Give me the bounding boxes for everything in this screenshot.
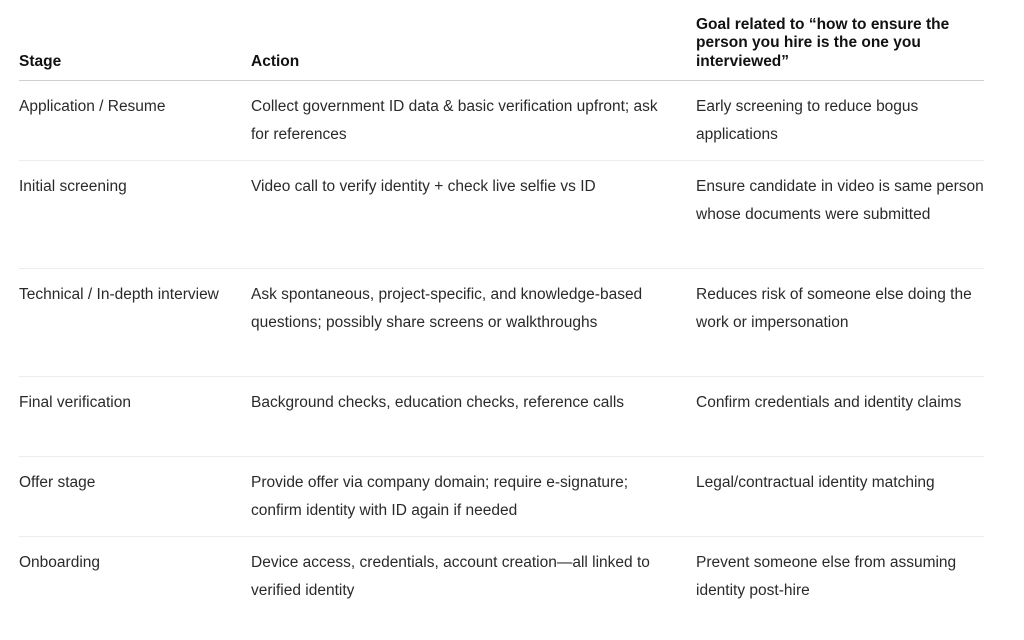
- goal-cell: Confirm credentials and identity claims: [696, 394, 962, 411]
- stage-cell: Application / Resume: [19, 98, 166, 115]
- goal-cell: Reduces risk of someone else doing the work or impersonation: [696, 286, 972, 331]
- table-row: [19, 377, 984, 457]
- table-row: [19, 161, 984, 269]
- table-row: [19, 81, 984, 161]
- goal-cell: Legal/contractual identity matching: [696, 474, 935, 491]
- table-header: [19, 0, 984, 81]
- action-cell: Ask spontaneous, project-specific, and knowledge-based questions; possibly share screens or walkthroughs: [251, 286, 643, 331]
- table-row: [19, 457, 984, 537]
- goal-cell: Ensure candidate in video is same person whose documents were submitted: [696, 178, 984, 223]
- stage-cell: Initial screening: [19, 178, 127, 195]
- action-cell: Video call to verify identity + check live selfie vs ID: [251, 178, 596, 195]
- table-row: [19, 269, 984, 377]
- action-cell: Collect government ID data & basic verification upfront; ask for references: [251, 98, 658, 143]
- action-cell: Provide offer via company domain; require e-signature; confirm identity with ID again if needed: [251, 474, 629, 519]
- stage-cell: Technical / In-depth interview: [19, 286, 219, 303]
- goal-cell: Early screening to reduce bogus applications: [696, 98, 919, 143]
- identity-verification-table: [19, 0, 984, 617]
- header-goal: Goal related to “how to ensure the person you hire is the one you interviewed”: [696, 15, 950, 70]
- action-cell: Background checks, education checks, reference calls: [251, 394, 625, 411]
- stage-cell: Onboarding: [19, 554, 101, 571]
- stage-cell: Final verification: [19, 394, 131, 411]
- table-row: [19, 537, 984, 617]
- stage-cell: Offer stage: [19, 474, 96, 491]
- goal-cell: Prevent someone else from assuming identity post-hire: [696, 554, 957, 599]
- action-cell: Device access, credentials, account creation—all linked to verified identity: [251, 554, 650, 599]
- header-stage: Stage: [19, 52, 62, 70]
- header-action: Action: [251, 52, 300, 70]
